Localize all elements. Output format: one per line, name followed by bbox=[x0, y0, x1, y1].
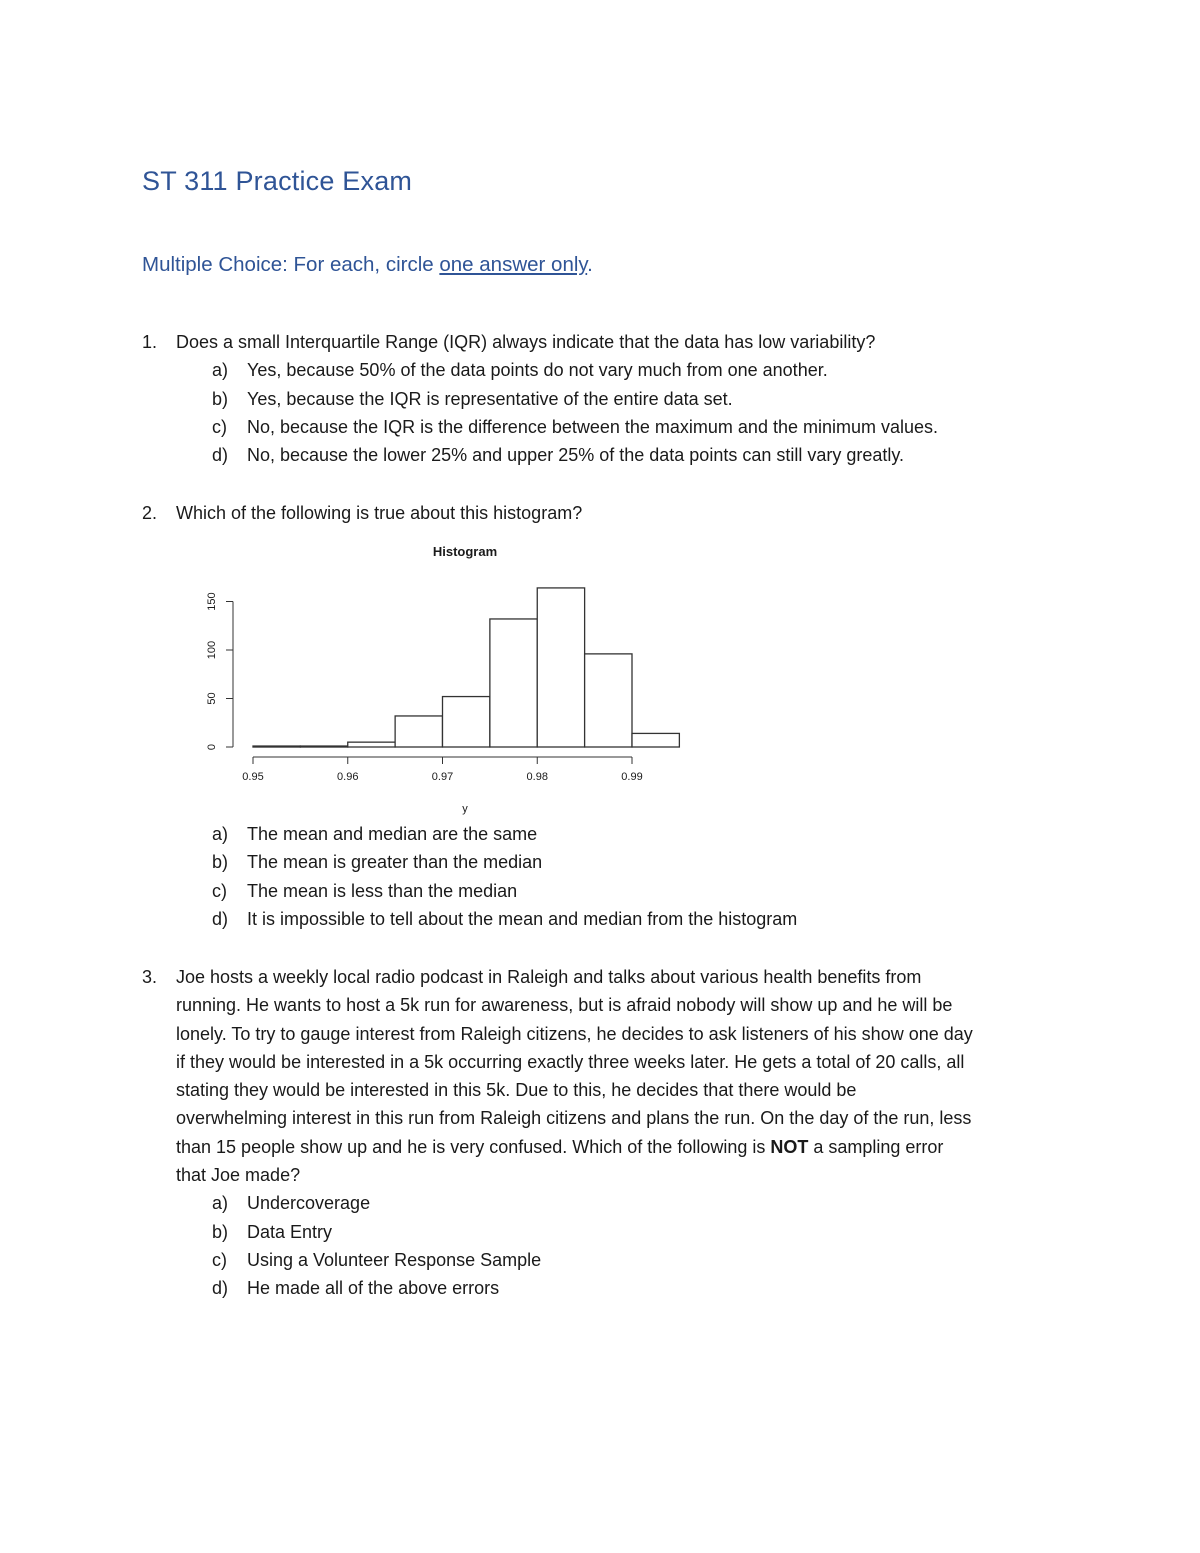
x-tick-label: 0.95 bbox=[242, 771, 264, 783]
option-letter: a) bbox=[212, 360, 229, 381]
option-letter: d) bbox=[212, 445, 229, 466]
y-axis bbox=[206, 592, 233, 750]
question-line: stating they would be interested in this 5k. Due to this, he decides that there would be bbox=[176, 1080, 857, 1101]
option-text: It is impossible to tell about the mean and median from the histogram bbox=[247, 908, 798, 929]
question-text: Does a small Interquartile Range (IQR) always indicate that the data has low variability? bbox=[176, 332, 876, 352]
histogram-bar bbox=[300, 746, 347, 747]
histogram-bar bbox=[253, 746, 300, 747]
histogram-bar bbox=[443, 697, 490, 747]
histogram-bar bbox=[395, 716, 442, 747]
question-number: 3. bbox=[142, 967, 158, 987]
option-text: He made all of the above errors bbox=[247, 1278, 500, 1299]
instructions-suffix: . bbox=[587, 253, 593, 276]
histogram-bars bbox=[253, 588, 679, 747]
option-text: The mean is less than the median bbox=[247, 880, 518, 901]
x-axis-label: y bbox=[462, 803, 468, 815]
instructions-heading bbox=[142, 253, 593, 277]
question-line: if they would be interested in a 5k occurring exactly three weeks later. He gets a total of 20 calls, all bbox=[176, 1051, 965, 1072]
option-text: Undercoverage bbox=[247, 1193, 371, 1214]
emphasis-not: NOT bbox=[770, 1136, 809, 1157]
x-tick-label: 0.98 bbox=[526, 771, 548, 783]
option-text: Yes, because the IQR is representative of the entire data set. bbox=[247, 388, 733, 409]
question-text: Which of the following is true about this histogram? bbox=[176, 503, 583, 523]
option-text: The mean and median are the same bbox=[247, 824, 538, 844]
chart-title: Histogram bbox=[432, 544, 498, 559]
histogram-bar bbox=[632, 733, 679, 747]
question-line-start: than 15 people show up and he is very confused. Which of the following is bbox=[176, 1136, 771, 1157]
option-letter: c) bbox=[212, 880, 227, 901]
option-letter: d) bbox=[212, 1278, 229, 1299]
x-tick-label: 0.97 bbox=[431, 771, 454, 783]
y-tick-label: 0 bbox=[206, 743, 218, 751]
y-tick-label: 100 bbox=[206, 640, 218, 660]
x-tick-label: 0.99 bbox=[621, 771, 643, 783]
question-line: that Joe made? bbox=[176, 1165, 301, 1186]
option-letter: d) bbox=[212, 908, 229, 929]
x-tick-label: 0.96 bbox=[337, 771, 359, 783]
option-text: No, because the lower 25% and upper 25% of the data points can still vary greatly. bbox=[247, 445, 905, 466]
y-tick-label: 150 bbox=[206, 592, 218, 611]
histogram-bar bbox=[537, 588, 584, 747]
question-line: running. He wants to host a 5k run for awareness, but is afraid nobody will show up and he will be bbox=[176, 995, 953, 1016]
question-line bbox=[176, 1133, 1061, 1161]
option-letter: b) bbox=[212, 852, 229, 873]
instructions-prefix: Multiple Choice: For each, circle bbox=[142, 253, 440, 276]
option-letter: a) bbox=[212, 1193, 229, 1214]
page-title: ST 311 Practice Exam bbox=[142, 166, 413, 196]
question-text bbox=[176, 963, 1061, 1189]
option-text: Data Entry bbox=[247, 1221, 333, 1242]
histogram-chart bbox=[170, 535, 710, 820]
histogram-bar bbox=[490, 619, 537, 747]
question-line: lonely. To try to gauge interest from Raleigh citizens, he decides to ask listeners of his show one day bbox=[176, 1023, 973, 1044]
option-letter: c) bbox=[212, 1249, 227, 1270]
question-number: 1. bbox=[142, 332, 158, 352]
option-text: Yes, because 50% of the data points do not vary much from one another. bbox=[247, 360, 828, 381]
option-text: The mean is greater than the median bbox=[247, 852, 543, 873]
option-letter: b) bbox=[212, 388, 229, 409]
instructions-underlined: one answer only bbox=[439, 253, 588, 276]
option-letter: a) bbox=[212, 824, 229, 844]
histogram-bar bbox=[348, 742, 395, 747]
option-text: Using a Volunteer Response Sample bbox=[247, 1249, 542, 1270]
option-text: No, because the IQR is the difference between the maximum and the minimum values. bbox=[247, 416, 939, 437]
question-number: 2. bbox=[142, 503, 158, 523]
x-axis bbox=[242, 757, 642, 783]
question-line: Joe hosts a weekly local radio podcast in Raleigh and talks about various health benefits from bbox=[176, 967, 922, 987]
option-letter: c) bbox=[212, 416, 227, 437]
question-line: overwhelming interest in this run from Raleigh citizens and plans the run. On the day of the run, less bbox=[176, 1108, 972, 1129]
option-letter: b) bbox=[212, 1221, 229, 1242]
question-line-end: a sampling error bbox=[808, 1136, 944, 1157]
y-tick-label: 50 bbox=[206, 692, 218, 705]
histogram-bar bbox=[585, 654, 632, 747]
